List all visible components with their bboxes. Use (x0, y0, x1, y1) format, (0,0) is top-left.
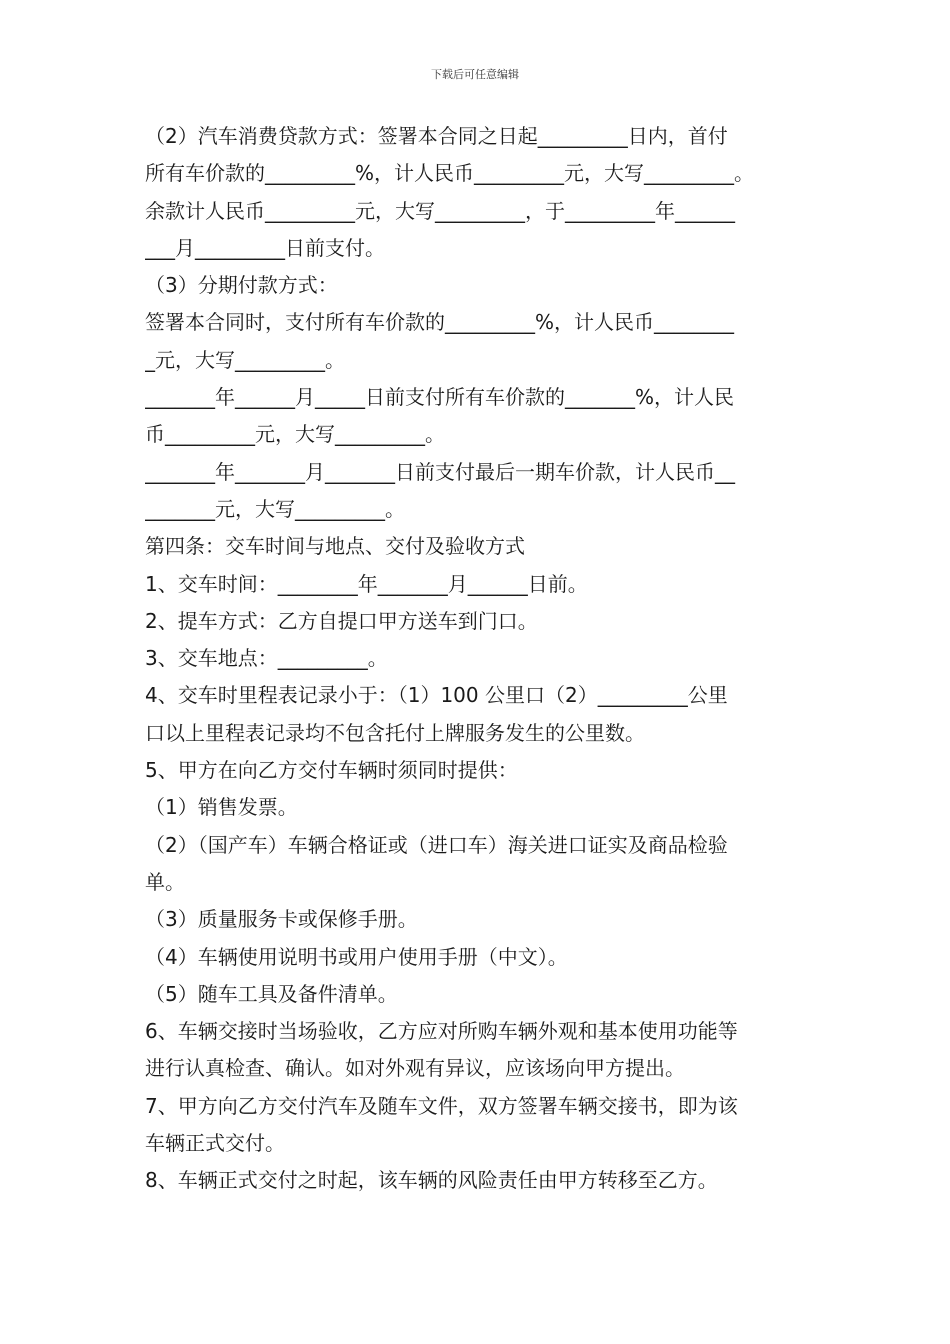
text-line: 3、交车地点：_________。 (145, 646, 388, 671)
text-line: 进行认真检查、确认。如对外观有异议，应该场向甲方提出。 (145, 1056, 685, 1081)
text-line: （2）汽车消费贷款方式：签署本合同之日起_________日内，首付 (145, 124, 728, 148)
text-line: 签署本合同时，支付所有车价款的_________%，计人民币________ (145, 310, 735, 335)
text-line: ___月_________日前支付。 (145, 235, 385, 260)
text-line: 5、甲方在向乙方交付车辆时须同时提供： (145, 758, 518, 783)
text-line: 车辆正式交付。 (145, 1131, 285, 1156)
text-line: （5）随车工具及备件清单。 (145, 981, 398, 1006)
text-line: _______年______月_____日前支付所有车价款的_______%，计人民 (145, 385, 735, 410)
text-line: 6、车辆交接时当场验收，乙方应对所购车辆外观和基本使用功能等 (145, 1019, 738, 1044)
text-line: _______元，大写_________。 (145, 496, 405, 521)
text-line: （3）质量服务卡或保修手册。 (145, 907, 418, 932)
text-line: （2）（国产车）车辆合格证或（进口车）海关进口证实及商品检验 (145, 832, 728, 857)
text-line: 2、提车方式：乙方自提口甲方送车到门口。 (145, 608, 538, 633)
text-line: （4）车辆使用说明书或用户使用手册（中文）。 (145, 944, 568, 969)
text-line: （1）销售发票。 (145, 795, 298, 820)
text-line: 1、交车时间：________年_______月______日前。 (145, 571, 588, 596)
text-line: 4、交车时里程表记录小于：（1）100 公里口（2）_________公里 (145, 683, 728, 708)
section-heading: 第四条：交车时间与地点、交付及验收方式 (145, 534, 525, 559)
text-line: 7、甲方向乙方交付汽车及随车文件，双方签署车辆交接书，即为该 (145, 1093, 738, 1118)
text-line: 单。 (145, 869, 185, 894)
text-line: （3）分期付款方式： (145, 273, 338, 298)
document-body (145, 118, 815, 1200)
text-line: _元，大写_________。 (145, 347, 345, 372)
text-line: 余款计人民币_________元，大写_________，于_________年______ (145, 198, 735, 223)
text-line: 口以上里程表记录均不包含托付上牌服务发生的公里数。 (145, 720, 645, 745)
text-line: 所有车价款的_________%，计人民币_________元，大写_________。 (145, 161, 755, 186)
text-line: 币_________元，大写_________。 (145, 422, 445, 447)
page-header: 下载后可任意编辑 (431, 68, 519, 81)
text-line: _______年_______月_______日前支付最后一期车价款，计人民币__ (145, 459, 735, 484)
text-line: 8、车辆正式交付之时起，该车辆的风险责任由甲方转移至乙方。 (145, 1168, 718, 1193)
